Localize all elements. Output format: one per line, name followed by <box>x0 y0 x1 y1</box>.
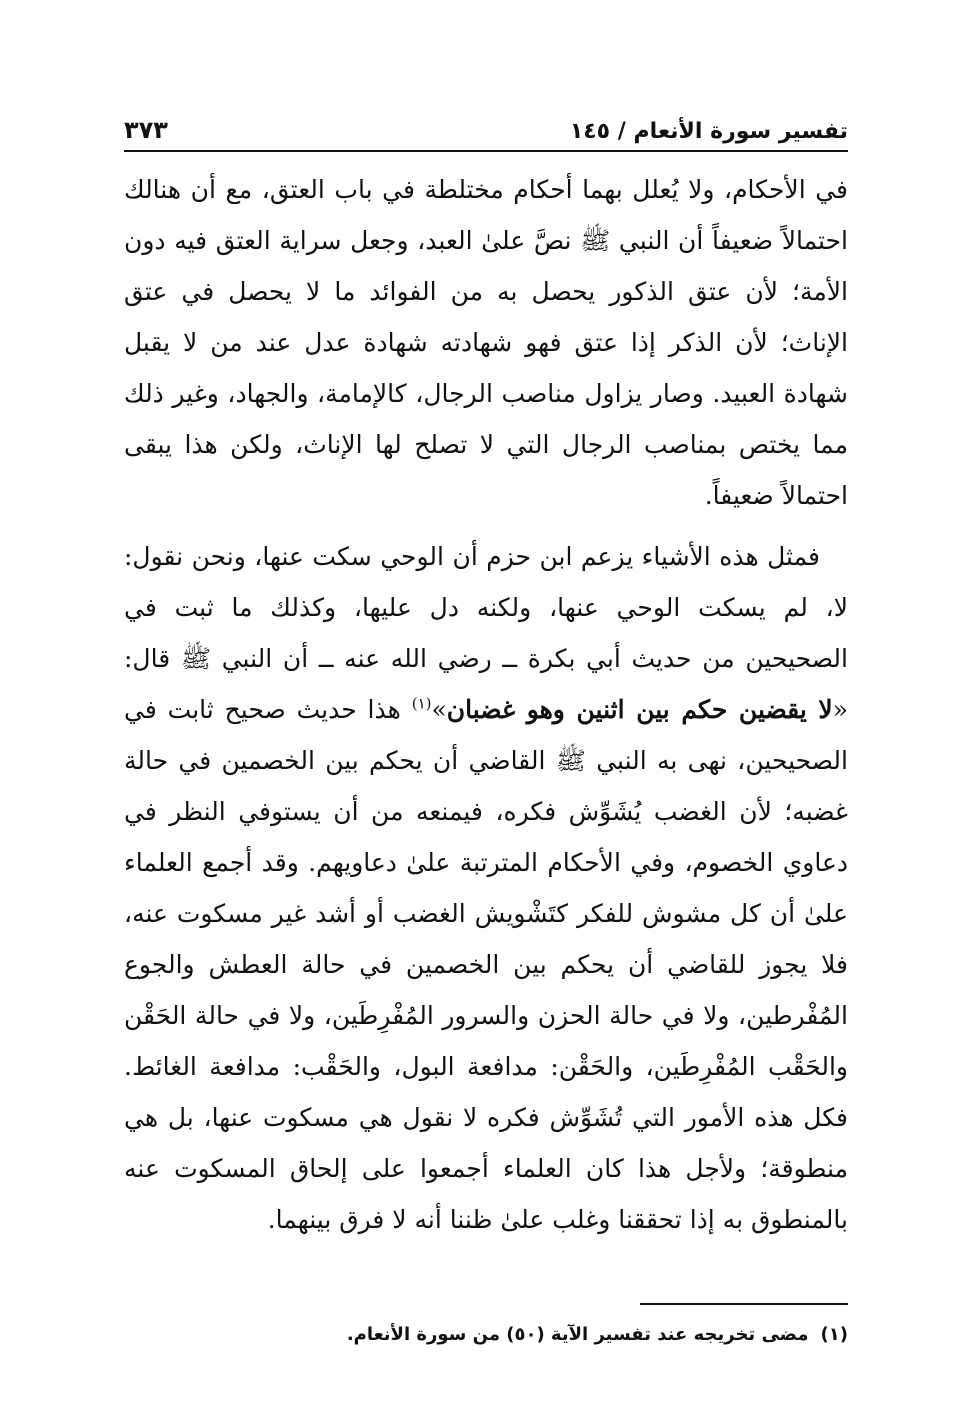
footnote <box>124 1320 848 1350</box>
paragraph-1: في الأحكام، ولا يُعلل بهما أحكام مختلطة في باب العتق، مع أن هنالك احتمالاً ضعيفاً أن النبي ﷺ نصَّ علىٰ العبد، وجعل سراية العتق فيه دون الأمة؛ لأن عتق الذكور يحصل به من الفوائد ما لا يحصل في عتق الإناث؛ لأن الذكر إذا عتق فهو شهادته شهادة عدل عند من لا يقبل شهادة العبيد. وصار يزاول مناصب الرجال، كالإمامة، والجهاد، وغير ذلك مما يختص بمناصب الرجال التي لا تصلح لها الإناث، ولكن هذا يبقى احتمالاً ضعيفاً. <box>124 175 848 510</box>
hadith-quote: لا يقضين حكم بين اثنين وهو غضبان <box>446 695 833 724</box>
body-text <box>124 164 848 1245</box>
page-number: ٣٧٣ <box>124 116 168 144</box>
footnote-rule <box>640 1303 848 1305</box>
paragraph-2 <box>124 531 848 1245</box>
footnote-reference[interactable]: (١) <box>411 694 432 713</box>
quote-close-mark: » <box>431 695 447 724</box>
paragraph-2-before-quote: فمثل هذه الأشياء يزعم ابن حزم أن الوحي سكت عنها، ونحن نقول: لا، لم يسكت الوحي عنها، ولكنه دل عليها، وكذلك ما ثبت في الصحيحين من حديث أبي بكرة ــ رضي الله عنه ــ أن النبي ﷺ قال: « <box>124 542 848 724</box>
paragraph-2-after-quote: هذا حديث صحيح ثابت في الصحيحين، نهى به النبي ﷺ القاضي أن يحكم بين الخصمين في حالة غضبه؛ لأن الغضب يُشَوِّش فكره، فيمنعه من أن يستوفي النظر في دعاوي الخصوم، وفي الأحكام المترتبة علىٰ دعاويهم. وقد أجمع العلماء علىٰ أن كل مشوش للفكر كتَشْويش الغضب أو أشد غير مسكوت عنه، فلا يجوز للقاضي أن يحكم بين الخصمين في حالة العطش والجوع المُفْرطين، ولا في حالة الحزن والسرور المُفْرِطَين، ولا في حالة الحَقْن والحَقْب المُفْرِطَين، والحَقْن: مدافعة البول، والحَقْب: مدافعة الغائط. فكل هذه الأمور التي تُشَوِّش فكره لا نقول هي مسكوت عنها، بل هي منطوقة؛ ولأجل هذا كان العلماء أجمعوا على إلحاق المسكوت عنه بالمنطوق به إذا تحققنا وغلب علىٰ ظننا أنه لا فرق بينهما. <box>124 695 848 1234</box>
footnote-text: مضى تخريجه عند تفسير الآية (٥٠) من سورة الأنعام. <box>346 1324 809 1345</box>
header-rule <box>124 150 848 152</box>
footnote-number: (١) <box>820 1324 848 1345</box>
running-title: تفسير سورة الأنعام / ١٤٥ <box>569 119 848 144</box>
running-head <box>124 108 848 144</box>
